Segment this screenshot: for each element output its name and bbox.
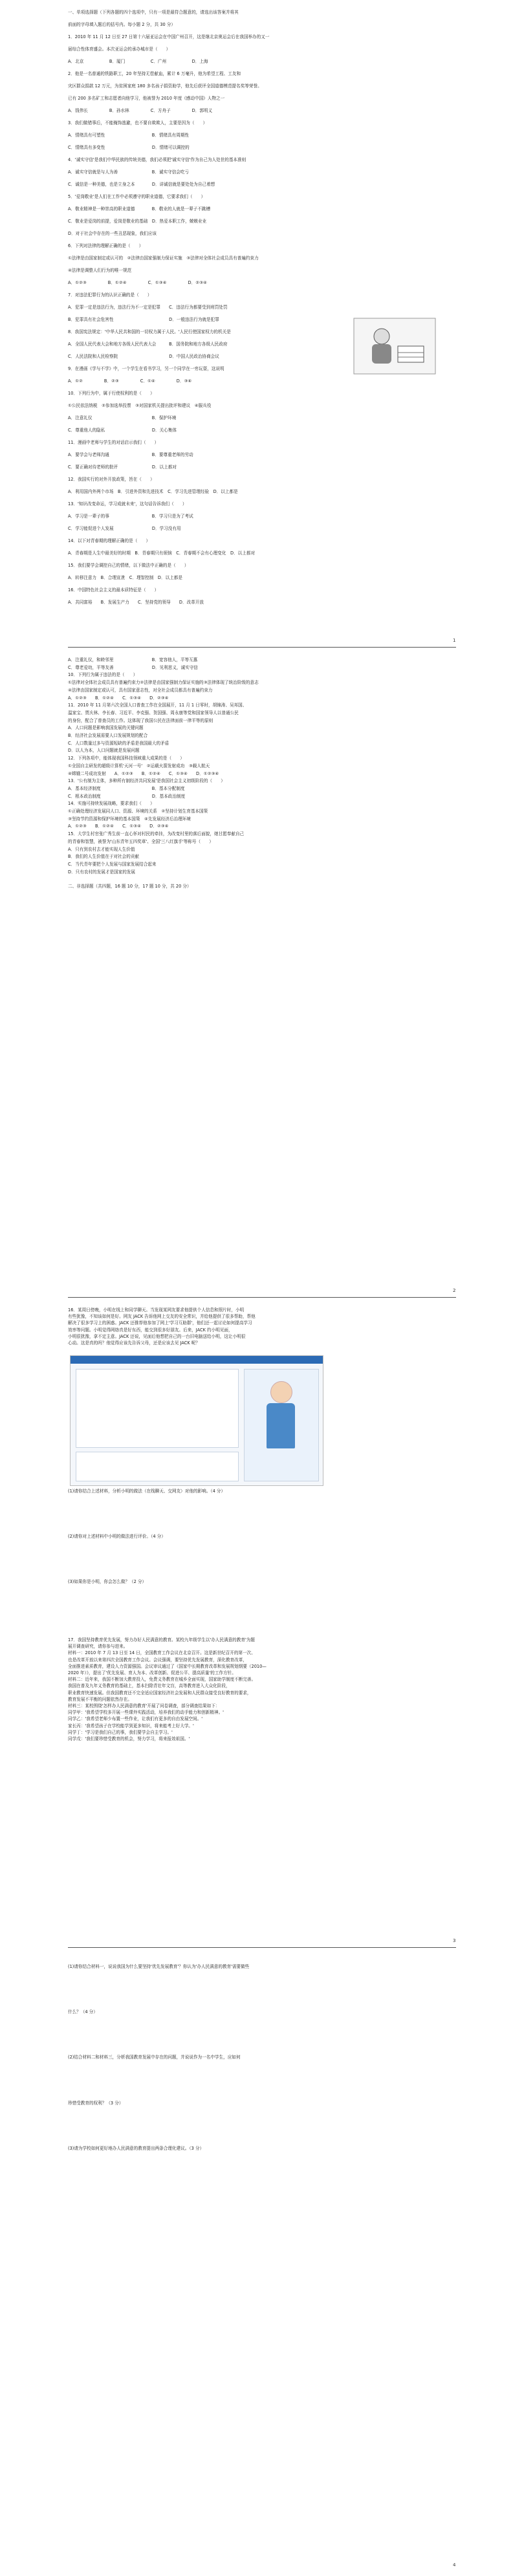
text-line: A．转移注意力 B．合理宣泄 C．理智控制 D．以上都是 [68,575,182,580]
text-line: A．犯罪一定是违法行为，违法行为不一定是犯罪 C．违法行为都要受到刑罚处罚 [68,305,228,310]
text-line: A．青春期是人生中最美好的时期 B．青春期只有烦恼 C．青春期不会有心理变化 D．以上都对 [68,551,256,556]
text-line: 4．'诚实守信'是我们中华民族的传统美德，我们必须把'诚实守信'作为自己为人处世的基本准则 [68,157,246,162]
text-line: 材料三：某校围绕'怎样办人民满意的教育'开展了问卷调查，部分调查结果如下： [68,1703,220,1709]
text-line: ①正确处理经济发展同人口、资源、环境的关系 ②坚持计划生育基本国策 [68,809,208,814]
text-line: C．学习能促进个人发展 D．学习没有用 [68,526,181,531]
text-line: A．基本经济制度 B．基本分配制度 [68,785,185,791]
text-line: 同学乙：'我希望老师少布置一些作业，让我们有更多的自由发展空间。' [68,1716,203,1722]
text-line: 效率等问题。小明觉得网络真是好东西，能交到很多好朋友。后来，JACK 约小明见面， [68,1327,233,1333]
text-line: 15．我们要学会调控自己的情绪，以下做法中正确的是（ ） [68,563,189,568]
text-line: A．全国人民代表大会和地方各级人民代表大会 B．国务院和地方各级人民政府 [68,342,228,347]
text-line: 的身份，配合了普查员的工作。这体现了我国公民在法律面前一律平等的原则 [68,717,213,723]
text-line: 6．下列对法律的理解正确的是（ ） [68,243,144,248]
question-17-text [68,1637,456,1742]
text-line: 同学甲：'我希望学校多开展一些课外实践活动，培养我们的动手能力和创新精神。' [68,1710,224,1716]
text-line: A．要学会与老师沟通 B．要尊重老师的劳动 [68,452,193,457]
question-16-text [68,1307,456,1346]
text-line: 16．某周日傍晚，小明在线上和同学聊天。当发现某网友要求他提供个人信息和照片时，小明 [68,1307,245,1313]
text-line: 灾区群众捐款 12 万元，为贫困家庭 180 多名孩子捐资助学，他先后获评全国道德模范提名奖等荣誉。 [68,83,262,89]
text-line: 职业教育快速发展。但我国教育还不完全适应国家经济社会发展和人民群众接受良好教育的要求， [68,1690,252,1696]
text-line: 16．中国特色社会主义的最本质特征是（ ） [68,587,159,593]
text-line: C．当代青年要把个人发展与国家发展结合起来 [68,861,157,867]
text-line: ④法律是调整人们行为的唯一规范 [68,268,132,273]
text-line: ①公民依法纳税 ②参加选举投票 ③对国家机关提出批评和建议 ④服兵役 [68,403,212,408]
page-1-text [68,9,456,611]
text-line: 10．下列行为中，属于行使权利的是（ ） [68,391,155,396]
exam-page-4 [0,1950,513,2576]
text-line: 我国在普及九年义务教育的基础上，基本扫除青壮年文盲，高等教育进入大众化阶段， [68,1683,230,1689]
text-line: 有些犹豫，不知该如何是好。网友 JACK 告诉他网上交友的安全常识，并给他提供了很多帮助，帮他 [68,1314,256,1320]
text-line: 14．实施可持续发展战略，要求我们（ ） [68,801,155,807]
text-line: C．尊老爱幼，平等友善 D．见利思义，诚实守信 [68,664,198,670]
text-line: 同学戊：'我们要珍惜受教育的机会，努力学习，将来报效祖国。' [68,1736,190,1742]
page-divider [68,1947,456,1948]
page-number: 1 [453,638,456,643]
text-line: 前面的字母填入题后的括号内。每小题 2 分，共 30 分） [68,22,176,27]
text-line: A．①②③ B．①②④ C．①③④ D．②③④ [68,695,169,701]
text-line: A．人口问题是影响我国发展的关键问题 [68,725,144,731]
text-line: A．注意礼仪 B．保护环境 [68,415,177,420]
text-line: A．诚实守信就是与人为善 B．诚实守信会吃亏 [68,169,190,175]
text-line: 1．2010 年 11 月 12 日至 27 日第十六届亚运会在中国广州召开，这是继北京奥运会后在我国举办的又一 [68,34,270,39]
page-divider [68,647,456,648]
text-line: 8．我国宪法规定：'中华人民共和国的一切权力属于人民。'人民行使国家权力的机关是 [68,329,231,334]
text-line: B．我们的人生价值在于对社会的贡献 [68,854,140,860]
text-line: A．敬业精神是一种崇高的职业道德 B．敬业的人就是一辈子不跳槽 [68,206,211,212]
section-2-heading: 二、非选择题（共四题，16 题 10 分，17 题 10 分，共 20 分） [68,884,191,889]
chat-window-image [70,1355,323,1486]
text-line: 12．下列各项中，能体现我国科技领域重大成果的是（ ） [68,756,184,761]
text-line: A．①② B．②③ C．①④ D．③④ [68,378,192,384]
text-line: 已有 200 多名矿工和志愿者向他学习，他被誉为 2010 年度《感动中国》人物之一 [68,96,225,101]
avatar-body [267,1403,295,1448]
exam-page-3 [0,1300,513,1950]
text-line: (1)请你结合材料一，说说我国为什么要坚持'优先发展教育'？你认为'办人民满意的教育'需要做些 [68,1964,250,1969]
text-line: B．经济社会发展需要人口发展规划的配合 [68,733,148,739]
text-line: 温家宝、贾庆林、李长春、习近平、李克强、贺国强、周永康等党和国家领导人以普通公民 [68,710,239,715]
text-line: D．以人为本，人口问题就是发展问题 [68,748,140,754]
text-line: 2020 年）》，提出了'优先发展、育人为本、改革创新、促进公平、提高质量'的工作方针。 [68,1670,236,1676]
avatar-panel [244,1369,319,1481]
text-line: A．钱伟长 B．孙水林 C．方舟子 D．郭明义 [68,108,213,113]
text-line: A．学习是一辈子的事 B．学习只是为了考试 [68,514,193,519]
page-divider [68,1297,456,1298]
text-line: 3．我们做错事后，不能掩饰逃避，也不要自欺欺人，主要是因为（ ） [68,120,208,126]
text-line: 14．以下对青春期的理解正确的是（ ） [68,538,151,543]
text-line: 13．'公有制为主体，多种所有制经济共同发展'是我国社会主义初级阶段的（ ） [68,778,225,784]
text-line: 7．对违法犯罪行为的认识正确的是（ ） [68,292,152,298]
text-line: ①全国自主研发的超级计算机'天河一号' ②运载火箭发射成功 ③载人航天 [68,763,210,769]
text-line: 17．我国坚持教育优先发展，努力办好人民满意的教育。某校九年级学生以'办人民满意的教育'为题 [68,1637,255,1643]
teacher-illustration [353,317,437,375]
text-line: 2．他是一名普通的铁路职工，20 年坚持无偿献血，累计 6 万毫升，他为希望工程、工友和 [68,71,241,76]
page-number: 4 [453,2562,456,2568]
text-line: 什么？（4 分） [68,2009,98,2015]
text-line: (3)请为学校如何更好地办人民满意的教育提出两条合理化建议。（3 分） [68,2145,204,2151]
text-line: 10．下列行为属于违法的是（ ） [68,672,138,678]
text-line: C．人民法院和人民检察院 D．中国人民政治协商会议 [68,354,219,359]
text-line: C．敬业是爱岗的前提，爱岗是敬业的基础 D．热爱本职工作，兢兢业业 [68,219,207,224]
exam-page-1 [0,0,513,650]
text-line: A．情绪具有可塑性 B．情绪具有周期性 [68,133,190,138]
chat-title-bar [71,1356,323,1364]
question-17-subquestions [68,1963,456,2190]
page-2-text [68,657,456,876]
text-line: A．利用国内外两个市场 B．引进外资和先进技术 C．学习先进管理经验 D．以上都是 [68,489,238,494]
text-line: 15．大学生村官张广秀生前一直心怀对村民的牵挂，为改变村里的落后面貌，她甘愿奉献自己 [68,831,245,837]
text-line: ①法律是由国家制定或认可的 ②法律由国家强制力保证实施 ③法律对全体社会成员具有普遍约束力 [68,256,259,261]
text-line: C．情绪具有多变性 D．情绪可以调控的 [68,145,190,150]
text-line: ①法律对全体社会成员具有普遍约束力②法律是由国家强制力保证实施的③法律体现了统治阶级的意志 [68,680,259,686]
text-line: 12．我国实行的对外开放政策，旨在（ ） [68,477,155,482]
text-line: 心动。这是真的吗？他觉得应该先告诉父母，还是应该去见 JACK 呢？ [68,1340,200,1346]
question-16-subquestions [68,1488,456,1624]
text-line: C．人口数量过多与资源短缺的矛盾是我国最大的矛盾 [68,740,169,746]
text-line: C．尊重他人的隐私 D．关心集体 [68,428,177,433]
chat-message-pane [76,1369,239,1448]
text-line: 9．在漫画《学与不学》中，一个学生在看书学习，另一个同学在一旁玩耍，这说明 [68,366,224,371]
text-line: 小明很犹豫，拿不定主意。JACK 还说，见面后他想把自己的一台旧电脑送给小明，这让小明很 [68,1333,246,1339]
text-line: (2)结合材料二和材料三，分析我国教育发展中存在的问题，并说说作为一名中学生，应如何 [68,2055,241,2060]
text-line: 11．漫画中老师与学生的对话启示我们（ ） [68,440,159,445]
text-line: 5．'爱岗敬业'是人们在工作中必须遵守的职业道德，它要求我们（ ） [68,194,206,199]
text-line: 材料二：近年来，我国不断加大教育投入，免费义务教育在城乡全面实现，国家助学制度不断完善。 [68,1677,256,1683]
text-line: C．要正确对待老师的批评 D．以上都对 [68,464,177,470]
text-line: (1)请你结合上述材料，分析小明的做法（在线聊天、交网友）对他的影响。（4 分） [68,1489,226,1494]
chat-input-pane [76,1452,239,1481]
text-line: ④法律由国家制定或认可，具有国家意志性，对全社会成员都具有普遍约束力 [68,687,213,693]
text-line: D．对于社会中存在的一些丑恶现象，我们应该 [68,231,157,236]
text-line: 教育发展不平衡的问题依然存在。 [68,1696,132,1702]
text-line: 一、单项选择题（下列各题的四个选项中，只有一项是最符合题意的，请选出该答案并将其 [68,10,239,15]
text-line: B．犯罪具有社会危害性 D．一般违法行为就是犯罪 [68,317,219,322]
text-line: 也是改革开放以来第四次全国教育工作会议。会议强调，要坚持优先发展教育，深化教育改革， [68,1657,247,1663]
page-number: 2 [453,1288,456,1293]
text-line: 展开调查研究，请你参与进来。 [68,1644,128,1650]
text-line: A．①②③ B．①②④ C．①③④ D．②③④ [68,280,207,285]
text-line: 的青春和智慧，被誉为'山东青年五四奖章'、全国'三八红旗手'等称号（ ） [68,838,213,844]
text-line: 届综合性体育盛会。本次亚运会的承办城市是（ ） [68,47,171,52]
text-line: ④嫦娥二号成功发射 A．①②③ B．①②④ C．①③④ D．①②③④ [68,770,219,776]
page-number: 3 [453,1938,456,1943]
text-line: A．共同富裕 B．发展生产力 C．坚持党的领导 D．改革开放 [68,600,204,605]
text-line: 同学丁：'学习是我们自己的事，我们要学会自主学习。' [68,1729,173,1735]
text-line: 材料一：2010 年 7 月 13 日至 14 日，全国教育工作会议在北京召开。这是新世纪召开的第一次、 [68,1650,256,1656]
text-line: A．①②③ B．①②④ C．①③④ D．②③④ [68,824,169,829]
text-line: ③坚持节约资源和保护环境的基本国策 ④先发展经济后治理环境 [68,816,191,822]
text-line: (2)请你对上述材料中小明的做法进行评价。（4 分） [68,1534,166,1540]
text-line: C．根本政治制度 D．基本政治制度 [68,793,186,799]
exam-page-2 [0,650,513,1300]
text-line: 家长丙：'我希望孩子在学校能学到更多知识，将来能考上好大学。' [68,1723,194,1729]
text-line: A．北京 B．厦门 C．广州 D．上海 [68,59,208,64]
text-line: 全面推进素质教育，建设人力资源强国。会议审议通过了《国家中长期教育改革和发展规划纲要（2010— [68,1663,267,1669]
text-line: 解决了很多学习上的困惑。JACK 还推荐他参加了网上'学习互助群'，他们还一起讨论如何提高学习 [68,1320,252,1326]
avatar-head [270,1381,292,1403]
text-line: 珍惜受教育的权利？（3 分） [68,2100,124,2106]
text-line: 11．2010 年 11 月第六次全国人口普查工作在全国展开，11 月 1 日零时，胡锦涛、吴邦国、 [68,703,247,708]
text-line: D．只有农村的发展才是国家的发展 [68,869,135,875]
text-line: (3)如果你是小明，你会怎么做？（2 分） [68,1579,147,1585]
text-line: 13．'知识改变命运，学习成就未来'，这句话告诉我们（ ） [68,501,187,507]
text-line: C．诚信是一种美德，也是立身之本 D．讲诚信就是要处处为自己着想 [68,182,215,187]
text-line: A．只有到农村去才能实现人生价值 [68,846,135,852]
text-line: A．注重礼仪，和睦邻里 B．宽容他人，平等互惠 [68,657,198,662]
